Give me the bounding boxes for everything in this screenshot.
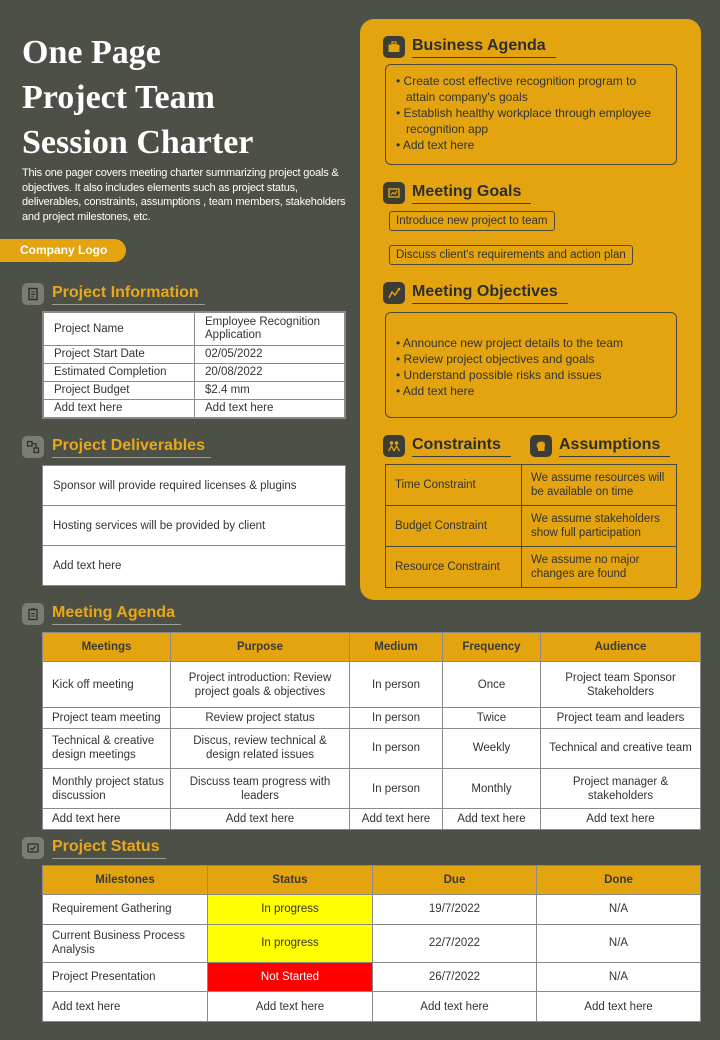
table-cell: In person	[350, 728, 443, 768]
assumptions-title: Assumptions	[559, 435, 670, 457]
deliverable-item: Hosting services will be provided by client	[43, 506, 345, 546]
table-cell: Project team Sponsor Stakeholders	[541, 662, 701, 708]
table-header-row	[43, 633, 701, 662]
milestone-cell: Current Business Process Analysis	[43, 924, 208, 962]
done-cell: N/A	[537, 924, 701, 962]
table-cell: Add text here	[171, 809, 350, 830]
table-row	[43, 728, 701, 768]
table-row	[43, 924, 701, 962]
column-header: Status	[208, 866, 373, 895]
milestone-cell: Project Presentation	[43, 962, 208, 992]
table-cell: Add text here	[350, 809, 443, 830]
info-label: Add text here	[44, 400, 195, 418]
table-cell: Twice	[443, 708, 541, 729]
table-cell: Discus, review technical & design related issues	[171, 728, 350, 768]
table-cell: Project manager & stakeholders	[541, 768, 701, 808]
column-header: Done	[537, 866, 701, 895]
meeting-goal-item: Discuss client's requirements and action plan	[389, 245, 633, 265]
deliverable-item: Sponsor will provide required licenses & plugins	[43, 466, 345, 506]
info-value: $2.4 mm	[195, 382, 345, 400]
info-label: Estimated Completion	[44, 364, 195, 382]
info-row	[44, 382, 345, 400]
status-badge: Not Started	[208, 962, 373, 992]
table-cell: Monthly	[443, 768, 541, 808]
goals-icon	[383, 182, 405, 204]
table-row	[43, 895, 701, 925]
page-title	[22, 30, 352, 165]
table-cell: Technical and creative team	[541, 728, 701, 768]
due-cell: Add text here	[373, 992, 537, 1022]
meeting-agenda-title: Meeting Agenda	[52, 603, 181, 625]
constraints-title: Constraints	[412, 435, 511, 457]
table-row	[43, 662, 701, 708]
page-subtitle: This one pager covers meeting charter summarizing project goals & objectives. It also includes elements such as project status, deliverables, constraints, assumptions , team members, stakeholders and project milestones, etc.	[22, 167, 346, 223]
meeting-goal-item: Introduce new project to team	[389, 211, 555, 231]
column-header: Meetings	[43, 633, 171, 662]
table-cell: Project team and leaders	[541, 708, 701, 729]
info-label: Project Start Date	[44, 346, 195, 364]
done-cell: Add text here	[537, 992, 701, 1022]
status-badge: In progress	[208, 895, 373, 925]
company-logo: Company Logo	[0, 239, 126, 262]
table-cell: Once	[443, 662, 541, 708]
constraint-row	[386, 547, 677, 588]
objectives-icon	[383, 282, 405, 304]
table-row	[43, 809, 701, 830]
document-icon	[22, 283, 44, 305]
table-cell: Discuss team progress with leaders	[171, 768, 350, 808]
info-row	[44, 400, 345, 418]
table-row	[43, 708, 701, 729]
info-label: Project Budget	[44, 382, 195, 400]
meeting-objective-item: • Add text here	[396, 383, 666, 399]
constraint-cell: Time Constraint	[386, 465, 522, 506]
milestone-cell: Add text here	[43, 992, 208, 1022]
info-value: 02/05/2022	[195, 346, 345, 364]
info-row	[44, 313, 345, 346]
table-cell: Kick off meeting	[43, 662, 171, 708]
status-badge: In progress	[208, 924, 373, 962]
table-cell: Project introduction: Review project goals & objectives	[171, 662, 350, 708]
constraint-cell: Resource Constraint	[386, 547, 522, 588]
project-status-table	[42, 865, 701, 1022]
project-status-title: Project Status	[52, 837, 166, 859]
project-deliverables-header	[22, 436, 211, 458]
business-agenda-box	[385, 64, 677, 165]
meeting-agenda-table	[42, 632, 701, 830]
milestone-cell: Requirement Gathering	[43, 895, 208, 925]
project-status-header	[22, 837, 166, 859]
business-agenda-item: • Establish healthy workplace through employee recognition app	[396, 105, 666, 137]
meeting-objectives-header	[383, 282, 568, 304]
info-value: Add text here	[195, 400, 345, 418]
business-agenda-item: • Create cost effective recognition program to attain company's goals	[396, 73, 666, 105]
assumption-cell: We assume resources will be available on time	[522, 465, 677, 506]
business-agenda-title: Business Agenda	[412, 36, 556, 58]
table-header-row	[43, 866, 701, 895]
meeting-goals-header	[383, 182, 531, 204]
constraint-row	[386, 506, 677, 547]
table-cell: In person	[350, 768, 443, 808]
meeting-objectives-box	[385, 312, 677, 418]
head-thought-icon	[530, 435, 552, 457]
table-cell: Technical & creative design meetings	[43, 728, 171, 768]
business-agenda-item: • Add text here	[396, 137, 666, 153]
constraints-assumptions-table	[385, 464, 677, 588]
project-deliverables-list	[42, 465, 346, 586]
table-row	[43, 962, 701, 992]
meeting-agenda-header	[22, 603, 181, 625]
assumption-cell: We assume no major changes are found	[522, 547, 677, 588]
table-cell: Monthly project status discussion	[43, 768, 171, 808]
table-row	[43, 992, 701, 1022]
project-deliverables-title: Project Deliverables	[52, 436, 211, 458]
info-label: Project Name	[44, 313, 195, 346]
title-line-2: Project Team	[22, 79, 215, 116]
table-cell: Project team meeting	[43, 708, 171, 729]
info-value: Employee Recognition Application	[195, 313, 345, 346]
status-cell: Add text here	[208, 992, 373, 1022]
team-icon	[383, 435, 405, 457]
title-line-1: One Page	[22, 34, 161, 71]
column-header: Milestones	[43, 866, 208, 895]
column-header: Purpose	[171, 633, 350, 662]
meeting-objective-item: • Understand possible risks and issues	[396, 367, 666, 383]
table-cell: Add text here	[443, 809, 541, 830]
info-row	[44, 364, 345, 382]
done-cell: N/A	[537, 895, 701, 925]
info-value: 20/08/2022	[195, 364, 345, 382]
deliverables-icon	[22, 436, 44, 458]
project-information-title: Project Information	[52, 283, 205, 305]
constraint-cell: Budget Constraint	[386, 506, 522, 547]
table-cell: Review project status	[171, 708, 350, 729]
assumptions-header	[530, 435, 670, 457]
column-header: Medium	[350, 633, 443, 662]
due-cell: 22/7/2022	[373, 924, 537, 962]
status-icon	[22, 837, 44, 859]
due-cell: 19/7/2022	[373, 895, 537, 925]
table-cell: Weekly	[443, 728, 541, 768]
clipboard-icon	[22, 603, 44, 625]
table-cell: Add text here	[43, 809, 171, 830]
constraint-row	[386, 465, 677, 506]
title-line-3: Session Charter	[22, 124, 254, 161]
table-cell: In person	[350, 708, 443, 729]
deliverable-item: Add text here	[53, 560, 122, 572]
assumption-cell: We assume stakeholders show full participation	[522, 506, 677, 547]
column-header: Frequency	[443, 633, 541, 662]
column-header: Audience	[541, 633, 701, 662]
table-row	[43, 768, 701, 808]
briefcase-icon	[383, 36, 405, 58]
due-cell: 26/7/2022	[373, 962, 537, 992]
meeting-objectives-title: Meeting Objectives	[412, 282, 568, 304]
meeting-goals-title: Meeting Goals	[412, 182, 531, 204]
constraints-header	[383, 435, 511, 457]
project-information-header	[22, 283, 205, 305]
business-agenda-header	[383, 36, 556, 58]
meeting-objective-item: • Announce new project details to the team	[396, 335, 666, 351]
done-cell: N/A	[537, 962, 701, 992]
project-information-table	[42, 311, 346, 419]
table-cell: In person	[350, 662, 443, 708]
info-row	[44, 346, 345, 364]
column-header: Due	[373, 866, 537, 895]
meeting-objective-item: • Review project objectives and goals	[396, 351, 666, 367]
table-cell: Add text here	[541, 809, 701, 830]
